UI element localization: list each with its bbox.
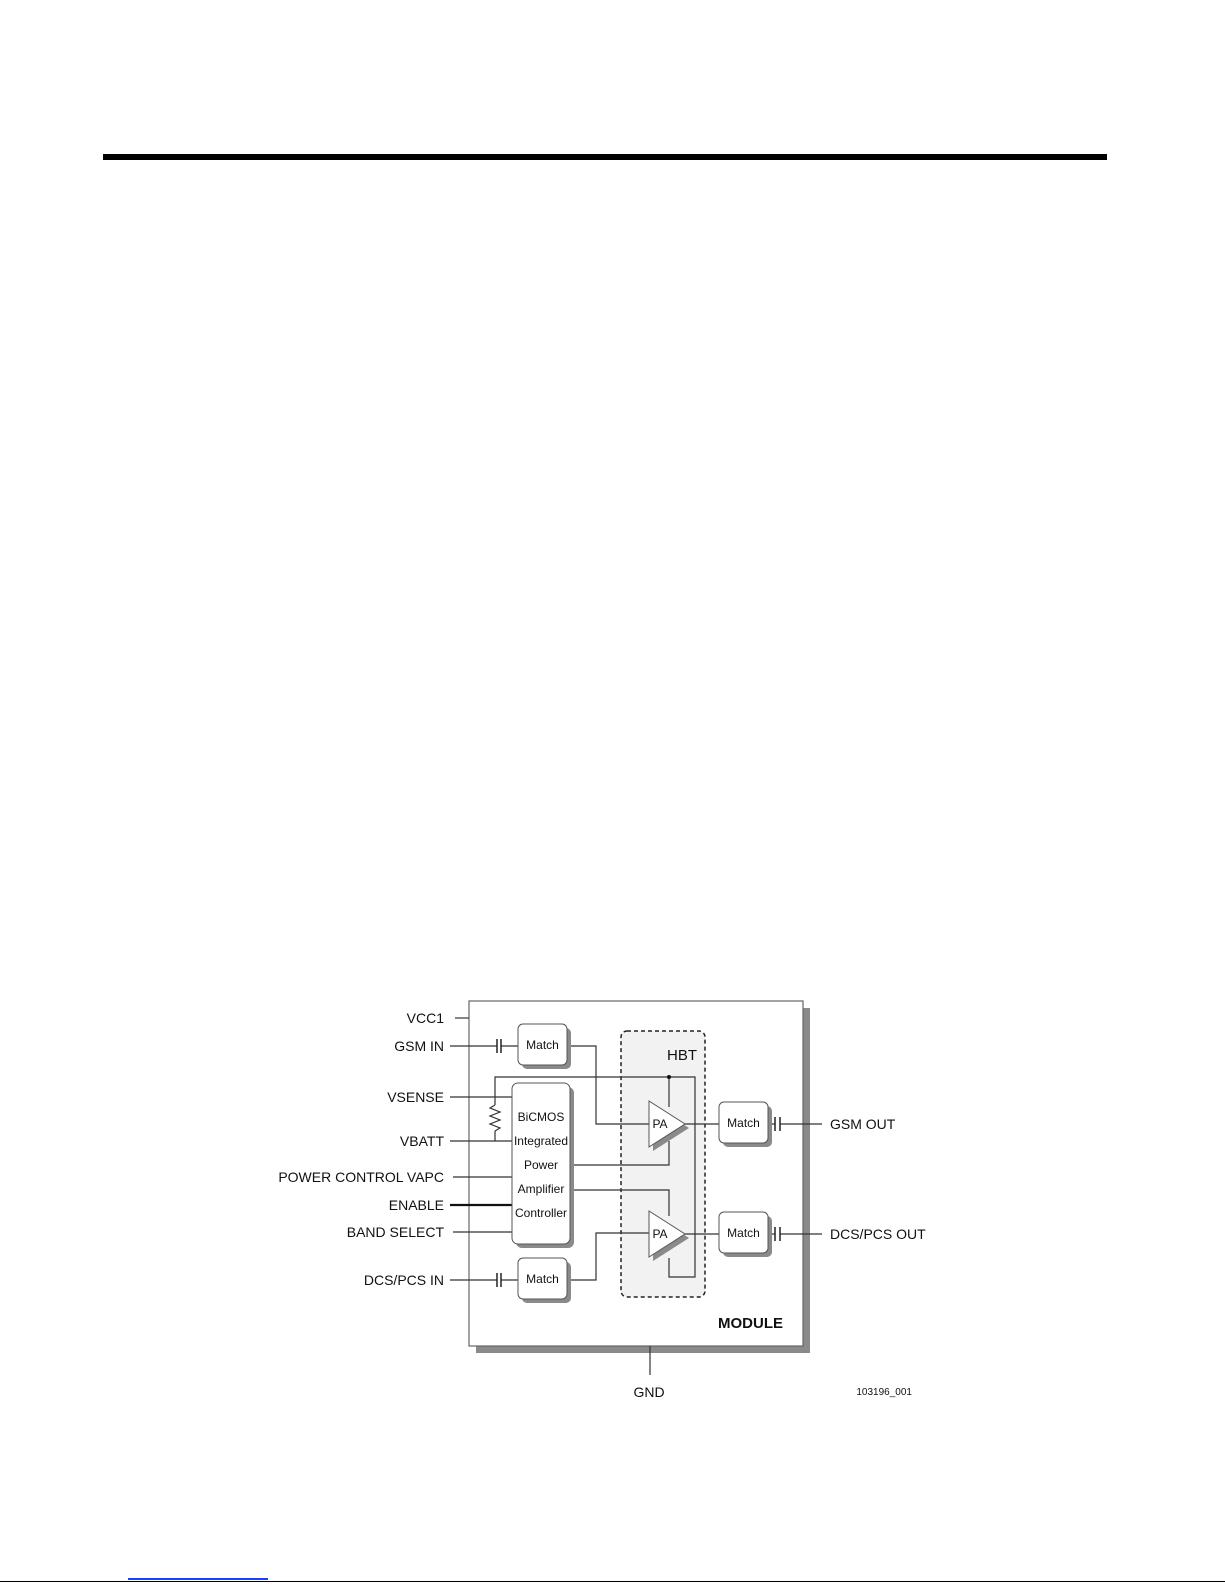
pin-label-band-select: BAND SELECT: [346, 1224, 444, 1240]
match-block-dcs-out: [719, 1212, 772, 1257]
svg-text:Integrated: Integrated: [513, 1134, 569, 1148]
controller-block: [512, 1083, 574, 1248]
match-block-gsm-out: [719, 1102, 772, 1147]
pin-label-gnd: GND: [633, 1384, 665, 1400]
svg-text:PA: PA: [652, 1117, 668, 1131]
pin-label-power-control-vapc: POWER CONTROL VAPC: [278, 1169, 444, 1185]
svg-text:Amplifier: Amplifier: [517, 1182, 565, 1196]
pin-label-vbatt: VBATT: [399, 1133, 444, 1149]
svg-text:Controller: Controller: [514, 1206, 568, 1220]
junction-dot: [667, 1075, 671, 1079]
module-label: MODULE: [718, 1315, 783, 1332]
pin-label-dcs-pcs-out: DCS/PCS OUT: [830, 1226, 926, 1242]
svg-text:Match: Match: [727, 1116, 760, 1130]
pin-label-gsm-in: GSM IN: [394, 1038, 444, 1054]
match-block-dcs-in: [518, 1258, 571, 1303]
svg-text:Match: Match: [526, 1272, 559, 1286]
figure-id: 103196_001: [856, 1387, 912, 1398]
footer-link-underline[interactable]: [128, 1578, 268, 1580]
pin-label-dcs-pcs-in: DCS/PCS IN: [363, 1272, 444, 1288]
pin-label-gsm-out: GSM OUT: [830, 1116, 896, 1132]
hbt-region: [621, 1031, 705, 1297]
pin-label-vcc1: VCC1: [406, 1010, 444, 1026]
pin-label-enable: ENABLE: [388, 1197, 444, 1213]
svg-text:Match: Match: [727, 1226, 760, 1240]
svg-text:PA: PA: [652, 1227, 668, 1241]
match-block-gsm-in: [518, 1024, 571, 1069]
svg-text:BiCMOS: BiCMOS: [517, 1110, 565, 1124]
svg-text:Match: Match: [526, 1038, 559, 1052]
hbt-label: HBT: [667, 1047, 697, 1064]
pin-label-vsense: VSENSE: [387, 1089, 444, 1105]
svg-text:Power: Power: [523, 1158, 559, 1172]
footer-rule: [0, 1581, 1225, 1582]
